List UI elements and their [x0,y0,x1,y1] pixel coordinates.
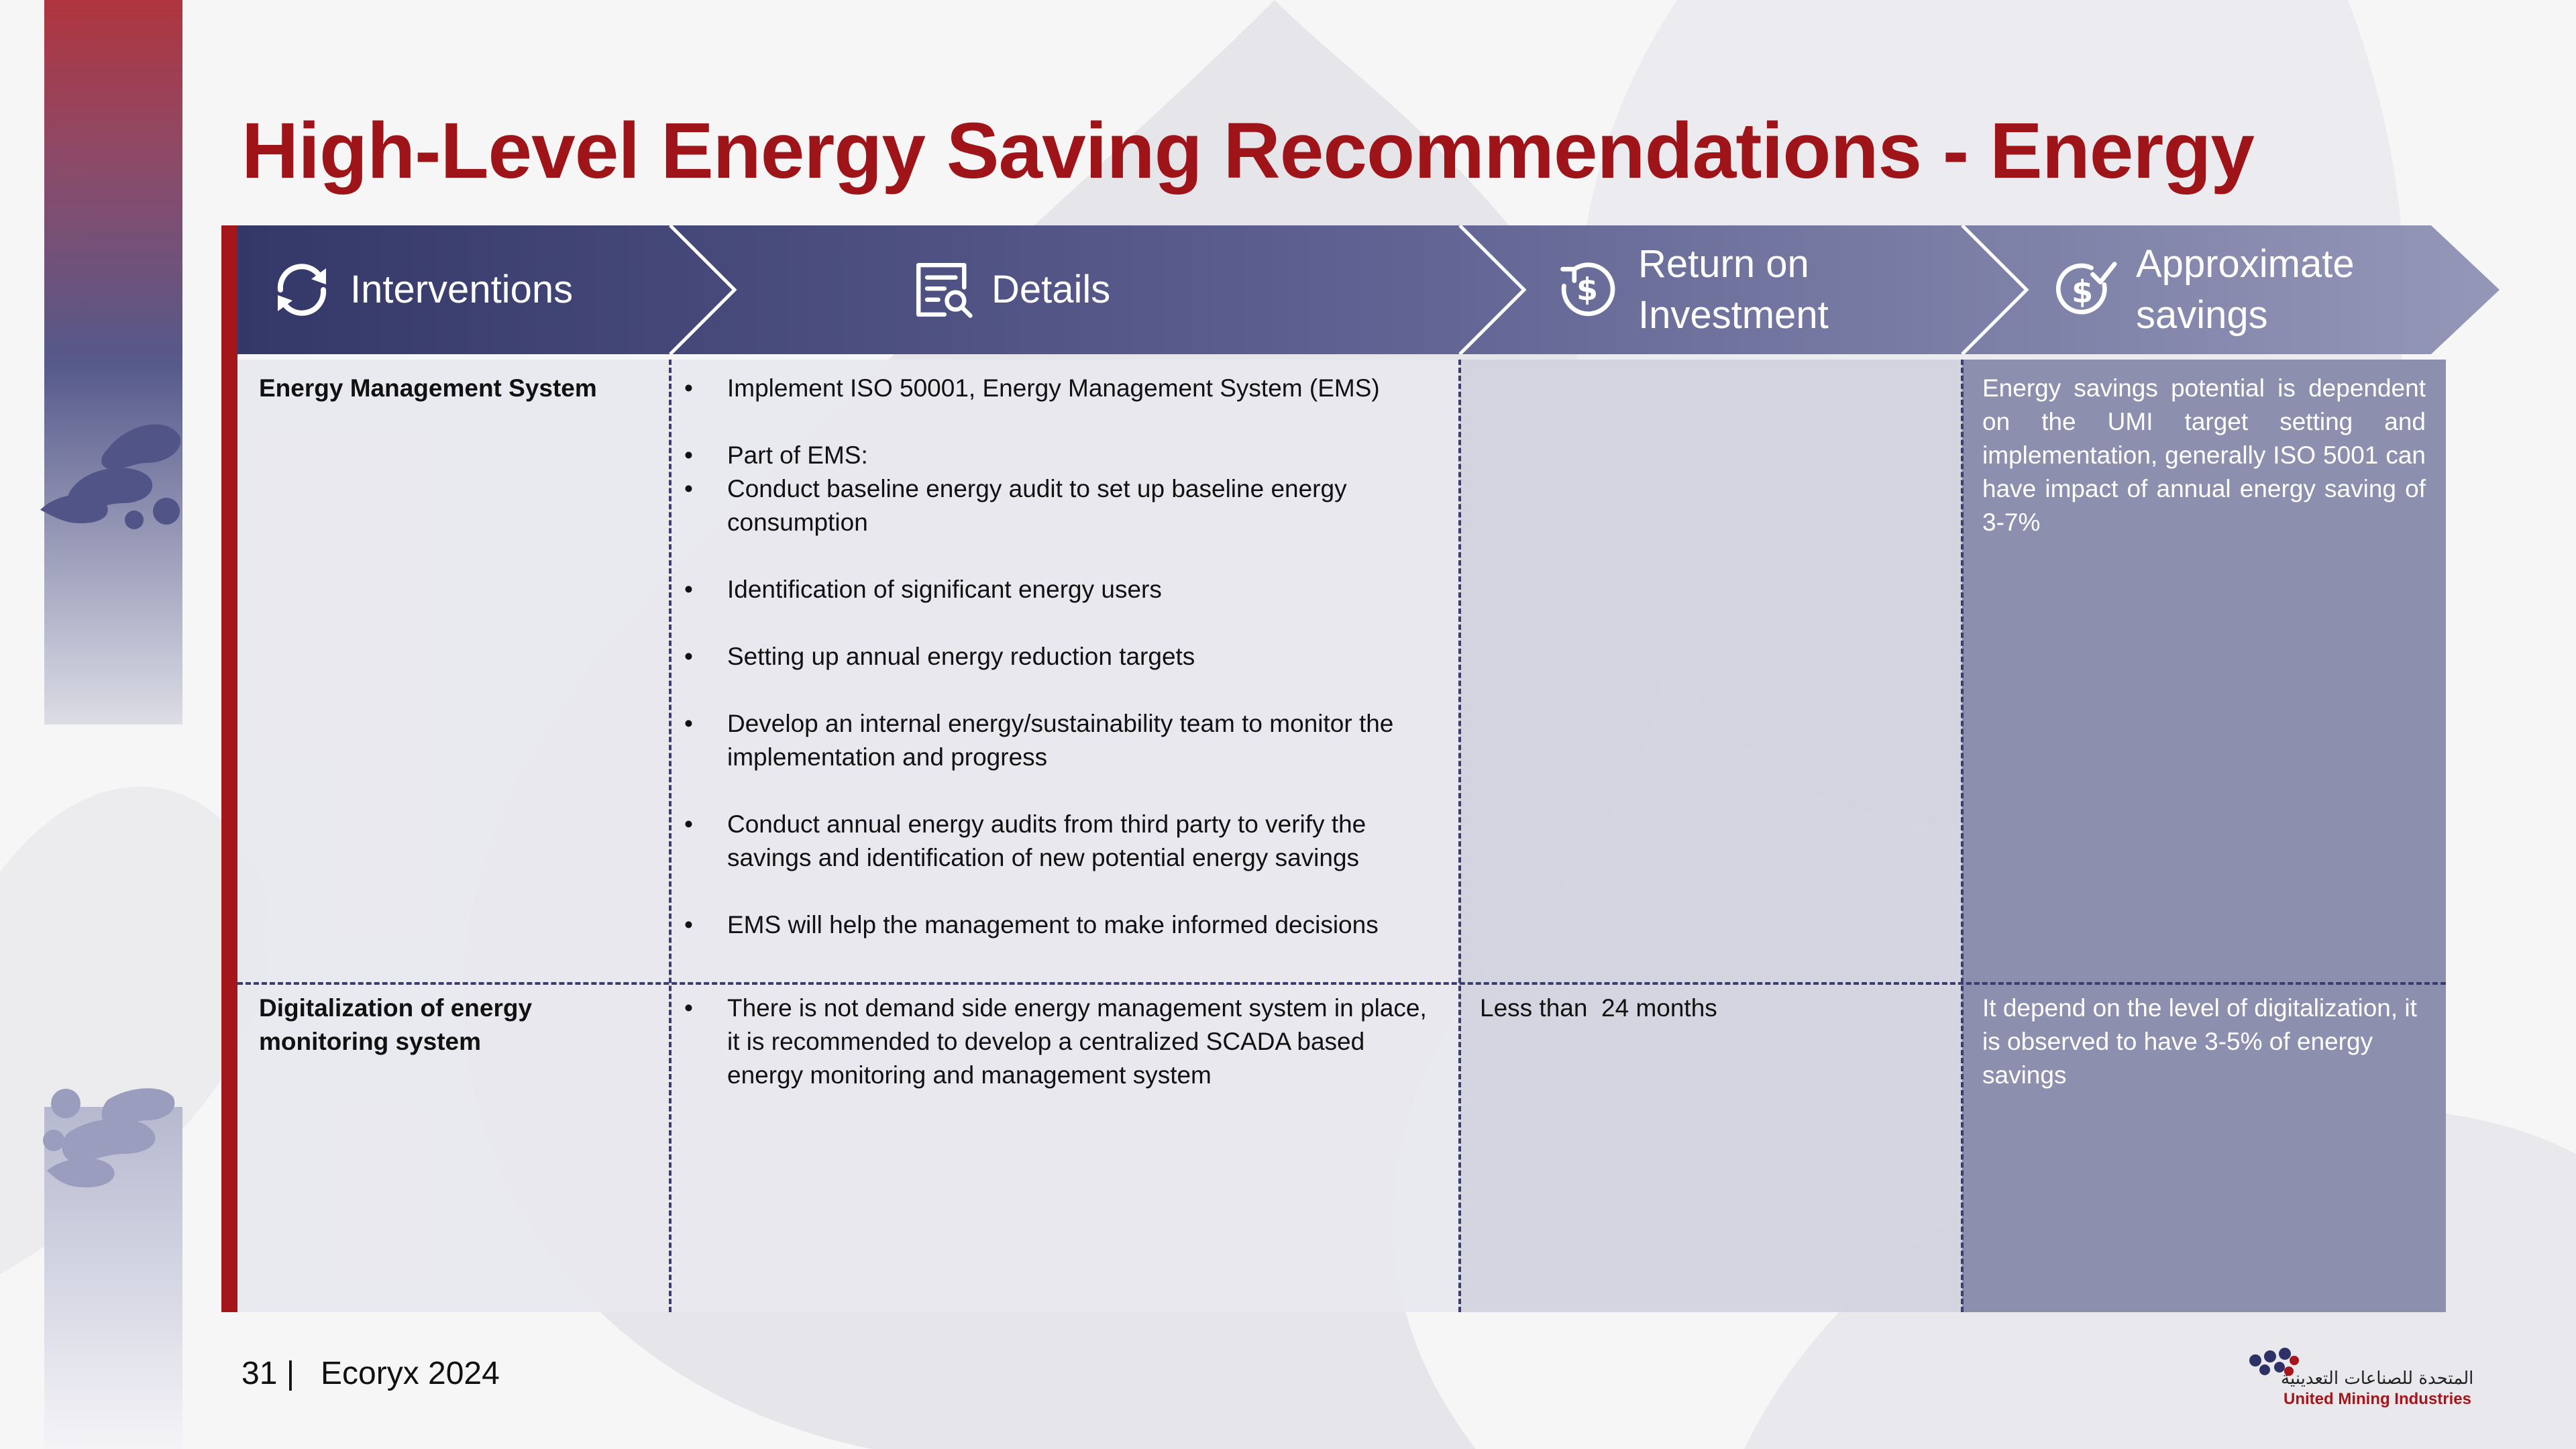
list-item: • Develop an internal energy/sustainability team to monitor the implementation and progress [671,707,1442,774]
header-details-label: Details [991,268,1111,311]
logo-english-text: United Mining Industries [2284,1390,2471,1408]
header-interventions-label: Interventions [350,268,574,311]
row-2-roi: Less than 24 months [1480,994,1717,1022]
row-2-savings: It depend on the level of digitalization, it is observed to have 3-5% of energy savings [1982,994,2417,1089]
footer-brand: Ecoryx 2024 [321,1356,500,1391]
header-interventions [268,225,657,354]
page-number: 31 | [241,1356,295,1391]
list-item: • Identification of significant energy users [671,573,1442,606]
header-savings-line1: Approximate [2136,242,2355,286]
row-divider [237,982,2446,985]
list-item: • Conduct baseline energy audit to set up baseline energy consumption [671,472,1442,539]
header-roi-line1: Return on [1638,242,1809,286]
svg-text:$: $ [1576,271,1599,308]
dollar-return-icon [1555,258,1619,322]
header-savings [2053,225,2455,354]
row-2-details [671,991,1442,1092]
page-title: High-Level Energy Saving Recommendations - Energy [241,107,2255,195]
column-roi [1460,360,1962,1312]
row-2-intervention: Digitalization of energy monitoring system [259,994,533,1055]
column-interventions [237,360,670,1312]
logo-arabic-text: المتحدة للصناعات التعدينية [2281,1368,2474,1389]
row-1-intervention: Energy Management System [259,374,597,402]
left-decorative-bar [0,0,182,1449]
header-roi-line2: Investment [1638,293,1829,337]
header-details [912,225,1315,354]
header-savings-line2: savings [2136,293,2268,337]
list-item: • Implement ISO 50001, Energy Management System (EMS) [671,372,1442,405]
svg-text:$: $ [2072,274,2094,311]
list-item: • EMS will help the management to make informed decisions [671,908,1442,942]
document-search-icon [912,259,974,321]
accent-strip [221,225,237,1312]
list-item: • Setting up annual energy reduction targets [671,640,1442,674]
row-1-savings: Energy savings potential is dependent on the UMI target setting and implementation, generally ISO 5001 can have impact of annual energy saving of 3-7% [1982,374,2426,536]
list-item: • There is not demand side energy management system in place, it is recommended to develop a centralized SCADA based energy monitoring and management system [671,991,1442,1092]
header-roi [1555,225,1957,354]
list-item: • Conduct annual energy audits from third party to verify the savings and identification of new potential energy savings [671,808,1442,875]
column-divider [1458,360,1461,1312]
refresh-cycle-icon [268,256,335,323]
row-1-details [671,372,1442,942]
dollar-check-icon [2053,258,2117,322]
list-item: • Part of EMS: [671,439,1442,472]
column-divider [1961,360,1964,1312]
